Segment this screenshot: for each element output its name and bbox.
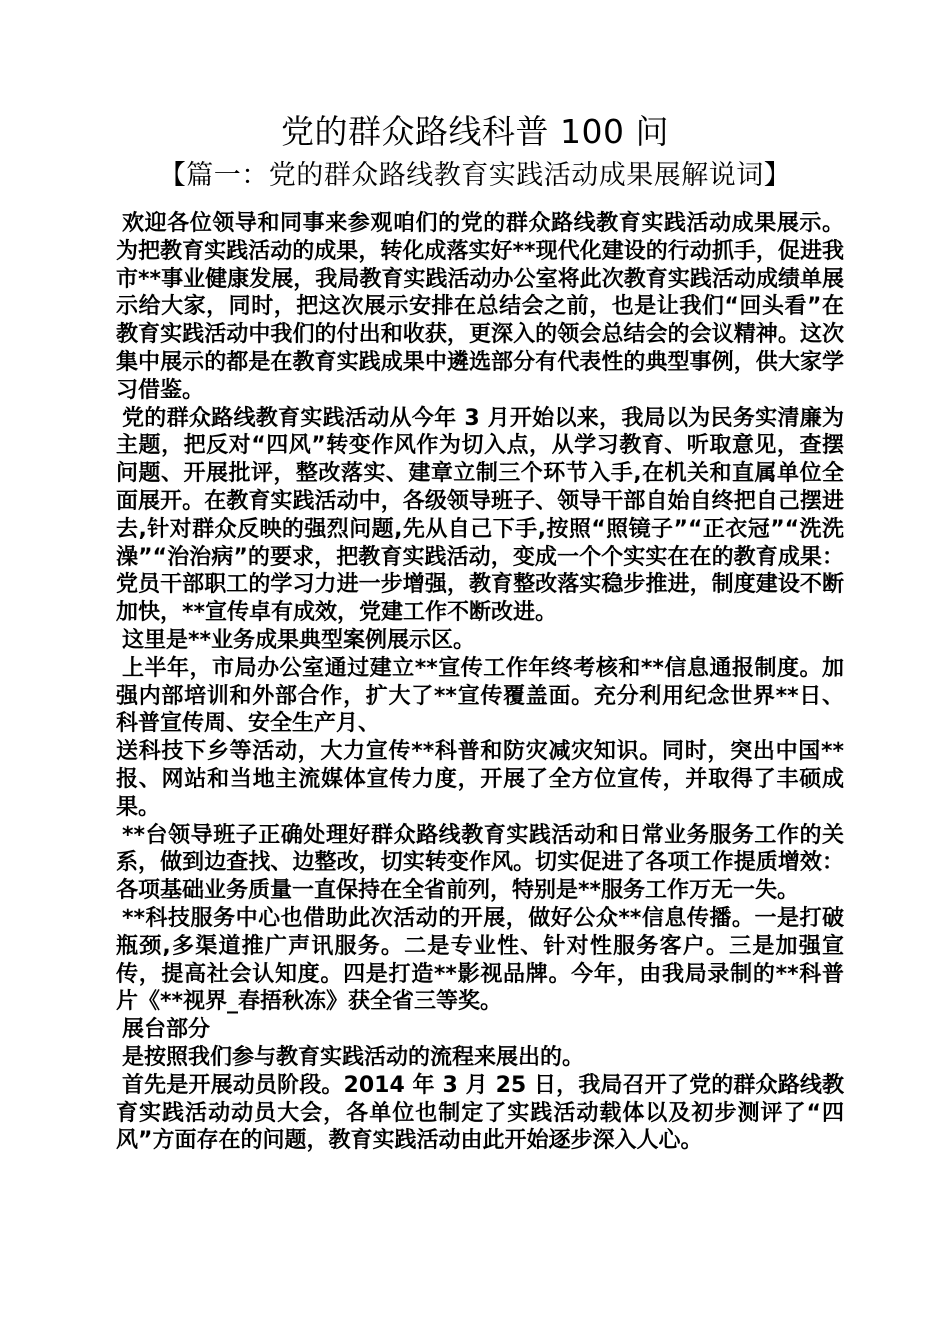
- paragraph-welcome: 欢迎各位领导和同事来参观咱们的党的群众路线教育实践活动成果展示。为把教育实践活动的成果，转化成落实好**现代化建设的行动抓手，促进我市**事业健康发展，我局教育实践活动办公室将此次教育实践活动成绩单展示给大家，同时，把这次展示安排在总结会之前，也是让我们“回头看”在教育实践活动中我们的付出和收获，更深入的领会总结会的会议精神。这次集中展示的都是在教育实践成果中遴选部分有代表性的典型事例，供大家学习借鉴。: [116, 211, 844, 403]
- paragraph-science-outreach: 送科技下乡等活动，大力宣传**科普和防灾减灾知识。同时，突出中国**报、网站和当地主流媒体宣传力度，开展了全方位宣传，并取得了丰硕成果。: [116, 739, 844, 820]
- paragraph-leadership: **台领导班子正确处理好群众路线教育实践活动和日常业务服务工作的关系，做到边查找、边整改，切实转变作风。切实促进了各项工作提质增效：各项基础业务质量一直保持在全省前列，特别是**服务工作万无一失。: [116, 822, 844, 904]
- paragraph-mobilization: 首先是开展动员阶段。2014 年 3 月 25 日，我局召开了党的群众路线教育实践活动动员大会，各单位也制定了实践活动载体以及初步测评了“四风”方面存在的问题，教育实践活动由此开始逐步深入人心。: [116, 1072, 844, 1154]
- paragraph-exhibit-heading: 展台部分: [122, 1017, 211, 1043]
- paragraph-activity-overview: 党的群众路线教育实践活动从今年 3 月开始以来，我局以为民务实清廉为主题，把反对“四风”转变作风作为切入点，从学习教育、听取意见，查摆问题、开展批评，整改落实、建章立制三个环节入手,在机关和直属单位全面展开。在教育实践活动中，各级领导班子、领导干部自始自终把自己摆进去,针对群众反映的强烈问题,先从自己下手,按照“照镜子”“正衣冠”“洗洗澡”“治治病”的要求，把教育实践活动，变成一个个实实在在的教育成果：党员干部职工的学习力进一步增强，教育整改落实稳步推进，制度建设不断加快，**宣传卓有成效，党建工作不断改进。: [116, 405, 844, 626]
- document-body: [116, 210, 844, 1155]
- paragraph-case-area: 这里是**业务成果典型案例展示区。: [122, 627, 476, 653]
- document-subtitle: 【篇一：党的群众路线教育实践活动成果展解说词】: [158, 160, 792, 191]
- document-title: 党的群众路线科普 100 问: [281, 112, 669, 151]
- paragraph-office-publicity: 上半年，市局办公室通过建立**宣传工作年终考核和**信息通报制度。加强内部培训和外部合作，扩大了**宣传覆盖面。充分利用纪念世界**日、科普宣传周、安全生产月、: [116, 655, 844, 737]
- paragraph-service-center: **科技服务中心也借助此次活动的开展，做好公众**信息传播。一是打破瓶颈,多渠道推广声讯服务。二是专业性、针对性服务客户。三是加强宣传，提高社会认知度。四是打造**影视品牌。今年，由我局录制的**科普片《**视界_春捂秋冻》获全省三等奖。: [116, 905, 844, 1015]
- paragraph-exhibit-flow: 是按照我们参与教育实践活动的流程来展出的。: [122, 1044, 585, 1070]
